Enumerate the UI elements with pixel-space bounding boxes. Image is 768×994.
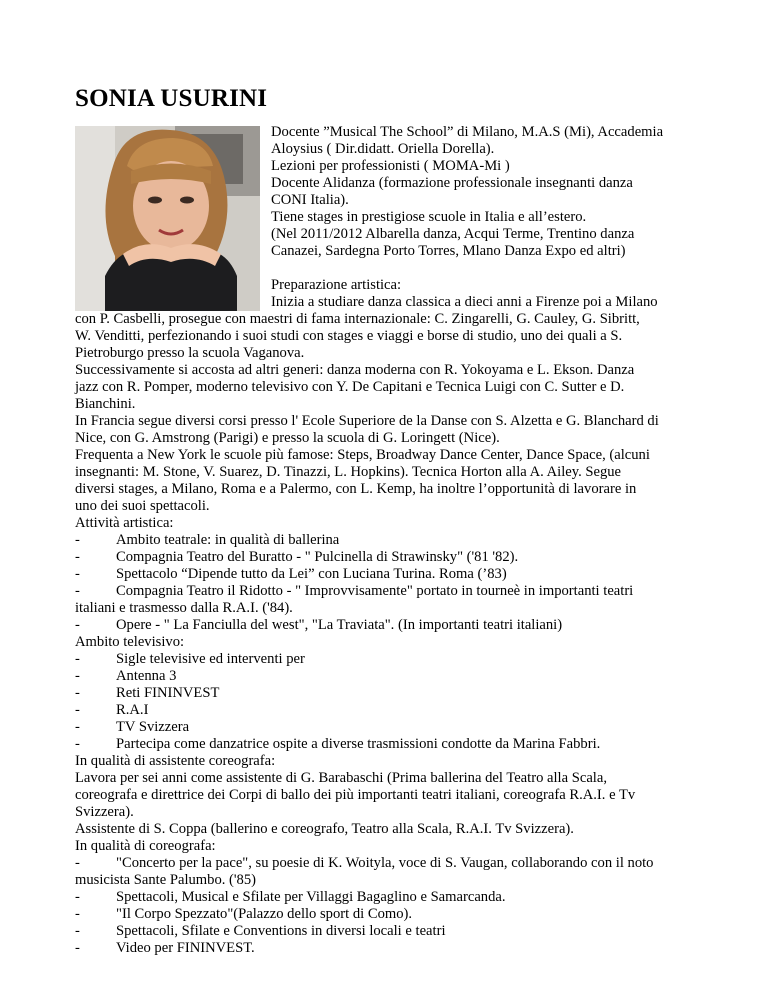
line-text: Opere - " La Fanciulla del west", "La Traviata". (In importanti teatri italiani)	[116, 617, 563, 633]
body-line	[75, 872, 715, 889]
intro-line: Canazei, Sardegna Porto Torres, Mlano Danza Expo ed altri)	[271, 243, 626, 259]
line-text: Bianchini.	[75, 396, 136, 412]
bullet-line	[75, 532, 715, 549]
bullet-line	[75, 617, 715, 634]
body-line	[75, 362, 715, 379]
intro-line: Preparazione artistica:	[271, 277, 402, 293]
line-text: "Il Corpo Spezzato"(Palazzo dello sport di Como).	[116, 906, 413, 922]
body-line	[75, 481, 715, 498]
line-text: jazz con R. Pomper, moderno televisivo con Y. De Capitani e Tecnica Luigi con C. Sutter e D.	[75, 379, 625, 395]
bullet-line	[75, 566, 715, 583]
line-text: In qualità di assistente coreografa:	[75, 753, 276, 769]
line-text: Pietroburgo presso la scuola Vaganova.	[75, 345, 305, 361]
line-text: Spettacoli, Musical e Sfilate per Villaggi Bagaglino e Samarcanda.	[116, 889, 506, 905]
bullet-line	[75, 889, 715, 906]
intro-line: Docente Alidanza (formazione professionale insegnanti danza	[271, 175, 633, 191]
line-text: Spettacolo “Dipende tutto da Lei” con Luciana Turina. Roma (’83)	[116, 566, 507, 582]
line-text: Antenna 3	[116, 668, 177, 684]
body-line	[75, 396, 715, 413]
body-line	[75, 328, 715, 345]
line-text: "Concerto per la pace", su poesie di K. Woityla, voce di S. Vaugan, collaborando con il noto	[116, 855, 654, 871]
line-text: Frequenta a New York le scuole più famose: Steps, Broadway Dance Center, Dance Space, (alcuni	[75, 447, 650, 463]
bullet-line	[75, 906, 715, 923]
body-line	[75, 413, 715, 430]
dash-marker: -	[75, 855, 80, 871]
dash-marker: -	[75, 566, 80, 582]
bullet-line	[75, 719, 715, 736]
body-line	[75, 838, 715, 855]
bullet-line	[75, 736, 715, 753]
line-text: W. Venditti, perfezionando i suoi studi con stages e viaggi e borse di studio, uno dei quali a S.	[75, 328, 623, 344]
bullet-line	[75, 702, 715, 719]
line-text: Video per FININVEST.	[116, 940, 255, 956]
body-line	[75, 515, 715, 532]
line-text: italiani e trasmesso dalla R.A.I. ('84).	[75, 600, 293, 616]
bullet-line	[75, 685, 715, 702]
intro-line: (Nel 2011/2012 Albarella danza, Acqui Terme, Trentino danza	[271, 226, 635, 242]
bullet-line	[75, 583, 715, 600]
intro-line: CONI Italia).	[271, 192, 349, 208]
line-text: Partecipa come danzatrice ospite a diverse trasmissioni condotte da Marina Fabbri.	[116, 736, 601, 752]
body-line	[75, 464, 715, 481]
body-line	[75, 753, 715, 770]
line-text: R.A.I	[116, 702, 149, 718]
line-text: Lavora per sei anni come assistente di G. Barabaschi (Prima ballerina del Teatro alla Scala,	[75, 770, 607, 786]
body-line	[75, 498, 715, 515]
portrait-image	[75, 126, 260, 311]
bullet-line	[75, 940, 715, 957]
intro-spacer	[271, 260, 731, 277]
body-line	[75, 430, 715, 447]
intro-block	[271, 124, 731, 311]
line-text: In Francia segue diversi corsi presso l' Ecole Superiore de la Danse con S. Alzetta e G. Blanchard di	[75, 413, 659, 429]
body-line	[75, 770, 715, 787]
portrait-photo	[75, 126, 260, 311]
intro-line: Tiene stages in prestigiose scuole in Italia e all’estero.	[271, 209, 587, 225]
line-text: musicista Sante Palumbo. ('85)	[75, 872, 256, 888]
dash-marker: -	[75, 668, 80, 684]
line-text: Ambito televisivo:	[75, 634, 185, 650]
dash-marker: -	[75, 583, 80, 599]
line-text: Compagnia Teatro del Buratto - " Pulcinella di Strawinsky" ('81 '82).	[116, 549, 519, 565]
bullet-line	[75, 549, 715, 566]
line-text: Sigle televisive ed interventi per	[116, 651, 305, 667]
intro-line: Lezioni per professionisti ( MOMA-Mi )	[271, 158, 510, 174]
page-title: SONIA USURINI	[75, 85, 268, 112]
body-line	[75, 447, 715, 464]
body-line	[75, 804, 715, 821]
body-line	[75, 600, 715, 617]
line-text: Compagnia Teatro il Ridotto - " Improvvisamente" portato in tourneè in importanti teatri	[116, 583, 634, 599]
line-text: diversi stages, a Milano, Roma e a Palermo, con L. Kemp, ha inoltre l’opportunità di lavorare in	[75, 481, 637, 497]
line-text: con P. Casbelli, prosegue con maestri di fama internazionale: C. Zingarelli, G. Cauley, G. Sibritt,	[75, 311, 640, 327]
line-text: coreografa e direttrice dei Corpi di ballo dei più importanti teatri italiani, coreografa R.A.I. e Tv	[75, 787, 636, 803]
bullet-line	[75, 668, 715, 685]
body-line	[75, 787, 715, 804]
dash-marker: -	[75, 940, 80, 956]
bullet-line	[75, 855, 715, 872]
line-text: Successivamente si accosta ad altri generi: danza moderna con R. Yokoyama e L. Ekson. Danza	[75, 362, 635, 378]
body-line	[75, 379, 715, 396]
line-text: In qualità di coreografa:	[75, 838, 216, 854]
line-text: TV Svizzera	[116, 719, 190, 735]
dash-marker: -	[75, 736, 80, 752]
line-text: uno dei suoi spettacoli.	[75, 498, 210, 514]
intro-line: Docente ”Musical The School” di Milano, M.A.S (Mi), Accademia	[271, 124, 664, 140]
dash-marker: -	[75, 549, 80, 565]
dash-marker: -	[75, 923, 80, 939]
body-block	[75, 311, 715, 957]
dash-marker: -	[75, 719, 80, 735]
intro-line: Inizia a studiare danza classica a dieci anni a Firenze poi a Milano	[271, 294, 658, 310]
intro-line: Aloysius ( Dir.didatt. Oriella Dorella).	[271, 141, 495, 157]
line-text: Ambito teatrale: in qualità di ballerina	[116, 532, 340, 548]
dash-marker: -	[75, 651, 80, 667]
bullet-line	[75, 651, 715, 668]
line-text: Nice, con G. Amstrong (Parigi) e presso la scuola di G. Loringett (Nice).	[75, 430, 500, 446]
line-text: Svizzera).	[75, 804, 134, 820]
dash-marker: -	[75, 889, 80, 905]
dash-marker: -	[75, 702, 80, 718]
line-text: Assistente di S. Coppa (ballerino e coreografo, Teatro alla Scala, R.A.I. Tv Svizzera).	[75, 821, 574, 837]
line-text: insegnanti: M. Stone, V. Suarez, D. Tinazzi, L. Hopkins). Tecnica Horton alla A. Ailey. Segue	[75, 464, 622, 480]
dash-marker: -	[75, 685, 80, 701]
line-text: Reti FININVEST	[116, 685, 220, 701]
line-text: Spettacoli, Sfilate e Conventions in diversi locali e teatri	[116, 923, 446, 939]
body-line	[75, 821, 715, 838]
body-line	[75, 311, 715, 328]
dash-marker: -	[75, 617, 80, 633]
dash-marker: -	[75, 906, 80, 922]
bullet-line	[75, 923, 715, 940]
body-line	[75, 634, 715, 651]
body-line	[75, 345, 715, 362]
dash-marker: -	[75, 532, 80, 548]
line-text: Attività artistica:	[75, 515, 174, 531]
